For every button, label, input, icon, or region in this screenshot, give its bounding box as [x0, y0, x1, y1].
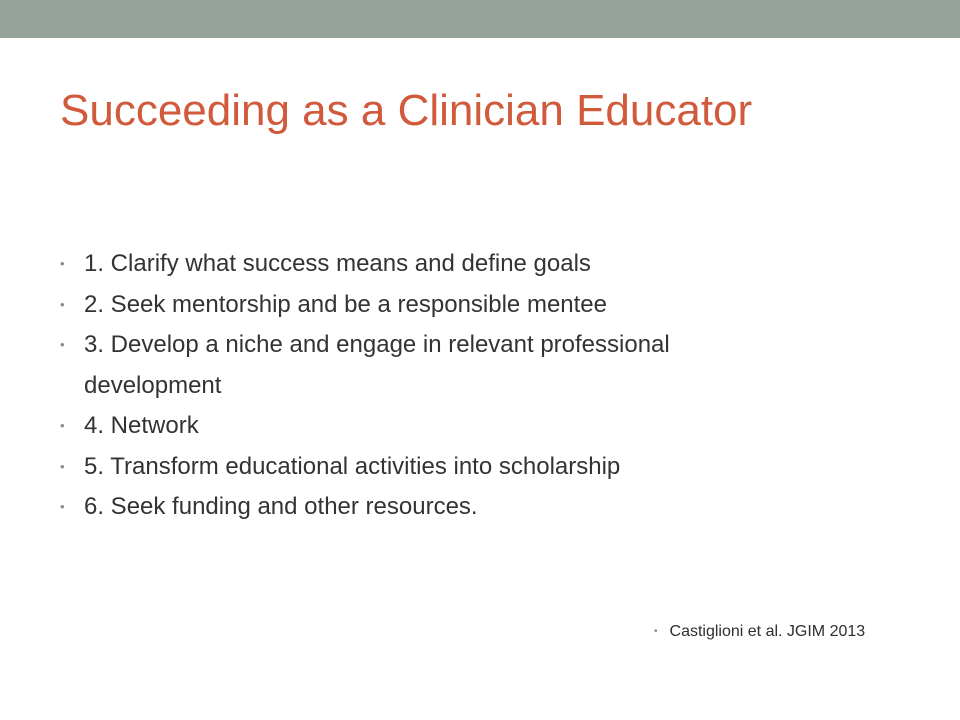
- slide-title: Succeeding as a Clinician Educator: [60, 86, 753, 135]
- bullet-icon: •: [60, 256, 65, 271]
- bullet-item: [60, 244, 920, 285]
- bullet-icon: •: [60, 499, 65, 514]
- bullet-item: [60, 325, 920, 406]
- bullet-icon: •: [654, 626, 658, 637]
- bullet-text: 1. Clarify what success means and define goals: [84, 250, 591, 277]
- bullet-icon: •: [60, 458, 65, 474]
- citation: [654, 621, 865, 643]
- bullet-text: 2. Seek mentorship and be a responsible mentee: [84, 290, 607, 318]
- bullet-icon: •: [60, 418, 65, 433]
- top-accent-bar: [0, 0, 960, 38]
- bullet-icon: •: [60, 337, 65, 352]
- bullet-icon: •: [60, 296, 65, 312]
- bullet-item: [60, 447, 920, 488]
- bullet-text: 3. Develop a niche and engage in relevant professional development: [84, 331, 670, 399]
- bullet-item: [60, 285, 920, 326]
- bullet-text: 5. Transform educational activities into scholarship: [84, 452, 621, 480]
- bullet-item: [60, 406, 920, 447]
- bullet-text: 6. Seek funding and other resources.: [84, 493, 478, 520]
- bullet-list: [60, 244, 920, 528]
- bullet-item: [60, 487, 920, 528]
- bullet-text: 4. Network: [84, 412, 199, 439]
- citation-text: Castiglioni et al. JGIM 2013: [669, 623, 866, 640]
